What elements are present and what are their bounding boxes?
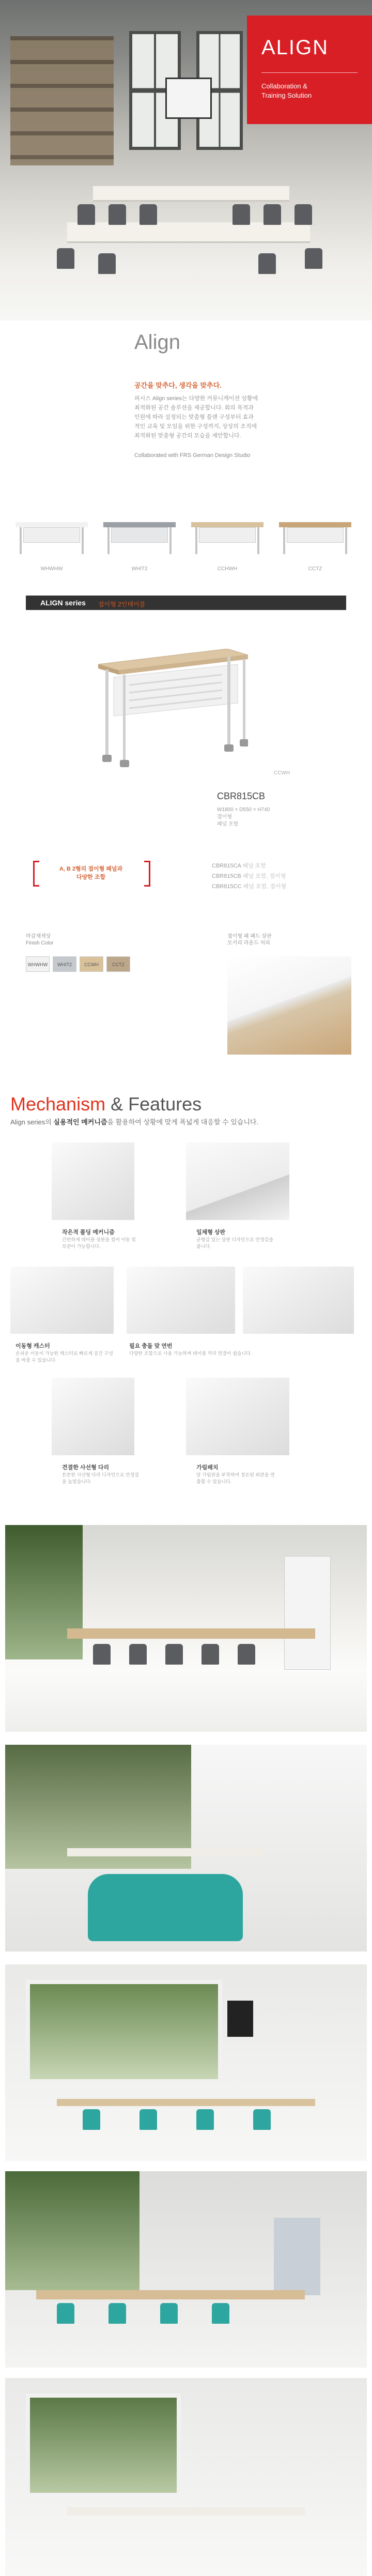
table-top — [67, 1628, 315, 1639]
chair — [196, 2109, 214, 2130]
mechanism-title — [10, 1093, 202, 1115]
table-leg — [195, 527, 197, 554]
intro-title: Align — [134, 331, 180, 354]
spec-line: W1800 × D550 × H740 — [217, 807, 270, 813]
feature-title: 작은적 폴딩 메커니즘 — [62, 1229, 115, 1236]
intro-headline: 공간을 맞추다, 생각을 맞추다. — [134, 382, 222, 389]
modesty-panel — [199, 527, 256, 543]
tagline-line: Collaboration & — [261, 82, 307, 90]
code-desc: 패널 포함 — [242, 863, 266, 869]
variant-table — [279, 517, 351, 558]
conference-table — [67, 222, 310, 243]
feature-title: 이동형 캐스터 — [16, 1343, 50, 1349]
variant-label: CCTZ — [308, 566, 322, 572]
chair — [98, 253, 116, 274]
finish-heading — [26, 933, 53, 947]
code-item — [212, 871, 286, 881]
chair — [93, 1644, 111, 1665]
chair — [57, 2303, 74, 2324]
modesty-panel — [111, 527, 168, 543]
feature-desc: 균형감 있는 상판 디자인으로 안정감을 줍니다. — [196, 1237, 274, 1249]
bookshelf — [10, 36, 114, 165]
table-leg — [82, 527, 84, 554]
intro-credit: Collaborated with FRS German Design Studio — [134, 452, 251, 459]
mechanism-subtitle — [10, 1117, 258, 1126]
code-value: CBR815CB — [212, 873, 241, 879]
series-name: ALIGN series — [40, 599, 86, 607]
window-view — [5, 2171, 140, 2290]
window-view — [26, 2394, 181, 2497]
title-rest: & Features — [105, 1093, 202, 1115]
code-item — [212, 881, 286, 892]
series-subtitle: 접이형 2인테이블 — [98, 601, 146, 608]
chair — [129, 1644, 147, 1665]
subtitle-bold: 실용적인 메커니즘 — [53, 1118, 107, 1126]
panel-callout — [33, 861, 152, 887]
brand-tagline — [261, 82, 312, 100]
feature-image-leg — [52, 1378, 134, 1455]
code-desc: 패널 포함, 접이형 — [243, 883, 287, 890]
chair — [140, 2109, 157, 2130]
title-accent: Mechanism — [10, 1093, 106, 1115]
variant-table — [191, 517, 264, 558]
bracket-right — [144, 861, 150, 887]
feature-desc: 앞 가림판을 부착하여 정돈된 외관을 연출할 수 있습니다. — [196, 1472, 275, 1484]
table-top — [16, 522, 88, 527]
chair — [140, 204, 157, 225]
feature-title: 가림패치 — [196, 1465, 219, 1471]
chair — [295, 204, 312, 225]
chair — [264, 204, 281, 225]
color-swatch: WHIT2 — [53, 956, 76, 972]
feature-image-caster — [10, 1267, 114, 1334]
finish-heading-text: 마감재색상 — [26, 934, 51, 939]
brand-title: ALIGN — [261, 36, 329, 59]
chair — [202, 1644, 219, 1665]
window-view — [26, 1980, 222, 2083]
chair — [253, 2109, 271, 2130]
callout-text: A, B 2형의 접이형 패널과 다양한 조합 — [59, 866, 123, 880]
conference-table — [93, 186, 289, 202]
code-value: CBR815CC — [212, 883, 242, 890]
chair — [258, 253, 276, 274]
feature-image-link-1 — [127, 1267, 235, 1334]
scene-photo-2 — [5, 1745, 367, 1952]
subtitle-part: 을 활용하여 상황에 맞게 폭넓게 대응할 수 있습니다. — [107, 1118, 259, 1126]
table-leg — [169, 527, 172, 554]
table-top — [279, 522, 351, 527]
color-swatch: CCWH — [80, 956, 103, 972]
chair — [57, 248, 74, 269]
tagline-line: Training Solution — [261, 92, 312, 99]
table-leg — [283, 527, 285, 554]
chair — [305, 248, 322, 269]
variant-label: WHIT2 — [131, 566, 148, 572]
variant-table — [103, 517, 176, 558]
model-specs — [217, 806, 270, 828]
scene-photo-3 — [5, 1964, 367, 2161]
feature-title: 견결한 사선형 다리 — [62, 1465, 110, 1471]
table-top — [36, 2290, 305, 2299]
edge-subheading: 모서리 라운드 처리 — [227, 940, 270, 946]
brand-box — [247, 16, 372, 124]
code-desc: 패널 포함, 접이형 — [242, 873, 286, 879]
modesty-panel — [287, 527, 344, 543]
model-code: CBR815CB — [217, 791, 266, 801]
variant-table — [16, 517, 88, 558]
chair — [238, 1644, 255, 1665]
chair — [109, 2303, 126, 2324]
table-leg — [345, 527, 347, 554]
finish-tag: CCWH — [274, 770, 290, 776]
chair — [165, 1644, 183, 1665]
table-top — [191, 522, 264, 527]
variant-label: WHWHW — [40, 566, 63, 572]
partition-board — [274, 2218, 320, 2295]
presentation-screen — [165, 78, 212, 119]
variant-label: CCHWH — [217, 566, 238, 572]
scene-photo-4 — [5, 2171, 367, 2368]
series-bar — [26, 596, 346, 610]
edge-heading-text: 접이형 패 패드 상판 — [227, 934, 272, 939]
feature-image-panel — [186, 1378, 289, 1455]
edge-heading — [227, 933, 272, 947]
scene-photo-5 — [5, 2378, 367, 2576]
spec-line: 접이형 — [217, 814, 232, 820]
brand-divider — [261, 72, 358, 73]
feature-desc: 손쉬운 이동이 가능한 캐스터로 빠르게 공간 구성을 바꿀 수 있습니다. — [16, 1351, 113, 1363]
subtitle-part: Align series의 — [10, 1118, 54, 1126]
feature-desc: 튼튼한 사선형 다리 디자인으로 안정감을 높였습니다. — [62, 1472, 140, 1484]
table-top — [67, 1848, 264, 1856]
color-swatch: WHWHW — [26, 956, 50, 972]
bracket-left — [33, 861, 39, 887]
spec-line: 패널 포함 — [217, 821, 239, 827]
table-top — [103, 522, 176, 527]
table-top — [57, 2099, 315, 2106]
chair — [78, 204, 95, 225]
window-view — [5, 1525, 83, 1659]
modesty-panel — [23, 527, 80, 543]
table-leg — [107, 527, 110, 554]
product-table-illustration — [98, 649, 248, 768]
table-leg — [20, 527, 22, 554]
feature-desc: 간편하게 테이블 상판을 접어 이동 및 보관이 가능합니다. — [62, 1237, 136, 1249]
code-list — [212, 861, 286, 892]
table-leg — [257, 527, 259, 554]
finish-subheading: Finish Color — [26, 940, 54, 946]
edge-detail-image — [227, 956, 351, 1055]
chair — [233, 204, 250, 225]
scene-photo-1 — [5, 1525, 367, 1732]
chair — [109, 204, 126, 225]
teal-chair — [88, 1874, 243, 1941]
feature-desc: 다양한 조합으로 사용 가능하며 테이블 끼리 연결이 쉽습니다. — [129, 1351, 252, 1356]
color-swatch: CCTZ — [106, 956, 130, 972]
feature-image-folding — [52, 1142, 134, 1220]
chair — [160, 2303, 178, 2324]
feature-title: 일체형 상판 — [196, 1229, 226, 1236]
feature-image-link-2 — [243, 1267, 354, 1334]
code-item — [212, 861, 286, 871]
whiteboard — [284, 1556, 331, 1670]
code-value: CBR815CA — [212, 863, 241, 869]
chair — [83, 2109, 100, 2130]
chair — [212, 2303, 229, 2324]
table-top — [67, 2507, 305, 2516]
intro-body: 퍼시스 Align series는 다양한 커뮤니케이션 상황에 최적화된 공간 솔루션을 제공합니다. 회의 목적과 인원에 따라 설정되는 맞춤형 플랜 구성부터 효과적인 교육 및 모임을 위한 구성까지, 상상의 조직에 최적화된 맞춤형 공간의 모습을 제안합니다. — [134, 395, 258, 439]
feature-image-top — [186, 1142, 289, 1220]
feature-title: 필요 충돌 맞 연번 — [129, 1343, 173, 1349]
monitor — [227, 2001, 253, 2037]
